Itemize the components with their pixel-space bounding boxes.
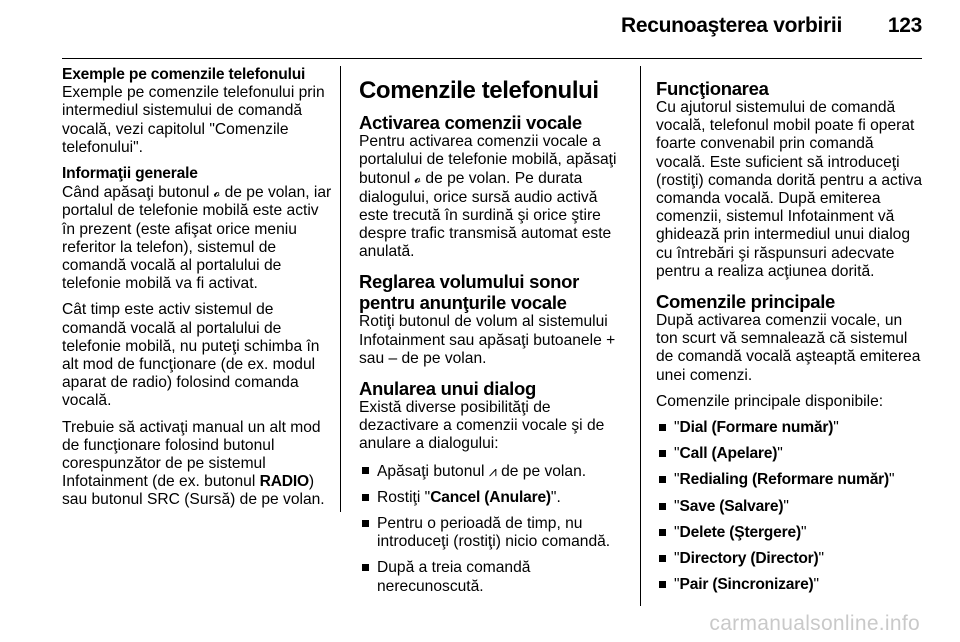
list-item: După a treia comandă nerecunoscută. xyxy=(359,559,625,595)
list-item: Apăsaţi butonul ⩘ de pe volan. xyxy=(359,462,625,481)
list-item: "Directory (Director)" xyxy=(656,550,926,568)
column-divider xyxy=(340,66,341,512)
list-item: Pentru o perioadă de timp, nu introduceţi (rostiţi) nicio comandă. xyxy=(359,515,625,551)
section-heading: Funcţionarea xyxy=(656,78,769,99)
paragraph: Comenzile principale disponibile: xyxy=(656,392,884,410)
paragraph: Cât timp este activ sistemul de comandă vocală al portalului de telefonie mobilă, nu puteţi schimba în alt mod de funcţionare (de ex. modul aparat de radio) folosind comanda vocală. xyxy=(62,301,320,410)
list-item: "Dial (Formare număr)" xyxy=(656,419,926,437)
paragraph: Pentru activarea comenzii vocale a portalului de telefonie mobilă, apăsaţi butonul 𝓸 de pe volan. Pe durata dialogului, orice sursă audio activă este trecută în surdină şi orice ştire despre trafic transmisă automat este anulată. xyxy=(359,133,617,261)
list-item: Rostiţi "Cancel (Anulare)". xyxy=(359,489,625,507)
column-3 xyxy=(656,66,926,602)
column-1 xyxy=(62,66,334,518)
section-heading: Anularea unui dialog xyxy=(359,378,536,400)
paragraph: Există diverse posibilităţi de dezactivare a comenzii vocale şi de anulare a dialogului: xyxy=(359,399,605,453)
paragraph: După activarea comenzii vocale, un ton scurt vă semnalează că sistemul de comandă vocală aşteaptă emiterea unei comenzi. xyxy=(656,312,921,384)
voice-command-icon: 𝓸 xyxy=(213,184,221,201)
paragraph: Când apăsaţi butonul 𝓸 de pe volan, iar portalul de telefonie mobilă este activ în prezent (este afişat orice meniu referitor la telefon), sistemul de comandă vocală al portalului de telefonie mobilă va fi activat. xyxy=(62,184,332,293)
list-item: "Delete (Ştergere)" xyxy=(656,524,926,542)
list-item: "Call (Apelare)" xyxy=(656,445,926,463)
section-heading: Comenzile principale xyxy=(656,291,836,313)
section-heading: Exemple pe comenzile telefonului xyxy=(62,66,306,83)
watermark: carmanualsonline.info xyxy=(709,612,920,635)
main-commands-list xyxy=(656,419,926,594)
paragraph: Exemple pe comenzile telefonului prin intermediul sistemului de comandă vocală, vezi capitolul "Comenzile telefonului". xyxy=(62,84,325,156)
radio-button-label: RADIO xyxy=(259,473,309,491)
list-item: "Save (Salvare)" xyxy=(656,498,926,516)
paragraph: Trebuie să activaţi manual un alt mod de funcţionare folosind butonul corespunzător de pe sistemul Infotainment (de ex. butonul RADIO) sau butonul SRC (Sursă) de pe volan. xyxy=(62,418,325,509)
section-heading: Activarea comenzii vocale xyxy=(359,112,582,133)
column-divider xyxy=(640,66,641,606)
section-heading: Informaţii generale xyxy=(62,165,198,183)
header-rule xyxy=(62,58,922,59)
page-header xyxy=(0,0,960,62)
section-heading: Reglarea volumului sonor pentru anunţurile vocale xyxy=(359,271,579,314)
paragraph: Rotiţi butonul de volum al sistemului Infotainment sau apăsaţi butoanele + sau – de pe volan. xyxy=(359,313,616,367)
cancel-options-list xyxy=(359,462,625,596)
mute-voice-icon: ⩘ xyxy=(488,462,497,479)
list-item: "Redialing (Reformare număr)" xyxy=(656,471,926,489)
paragraph: Cu ajutorul sistemului de comandă vocală, telefonul mobil poate fi operat foarte convenabil prin comandă vocală. Este suficient să introduceţi (rostiţi) comanda dorită pentru a activa comanda vocală. După emiterea comenzii, sistemul Infotainment vă ghidează prin intermediul unui dialog cu întrebări şi răspunsuri adecvate pentru a realiza acţiunea dorită. xyxy=(656,99,923,280)
list-item: "Pair (Sincronizare)" xyxy=(656,576,926,594)
chapter-title: Recunoaşterea vorbirii xyxy=(621,14,842,37)
column-2 xyxy=(359,66,625,604)
page-section-title: Comenzile telefonului xyxy=(359,77,599,104)
page-number: 123 xyxy=(887,14,922,37)
voice-command-icon: 𝓸 xyxy=(414,170,422,187)
